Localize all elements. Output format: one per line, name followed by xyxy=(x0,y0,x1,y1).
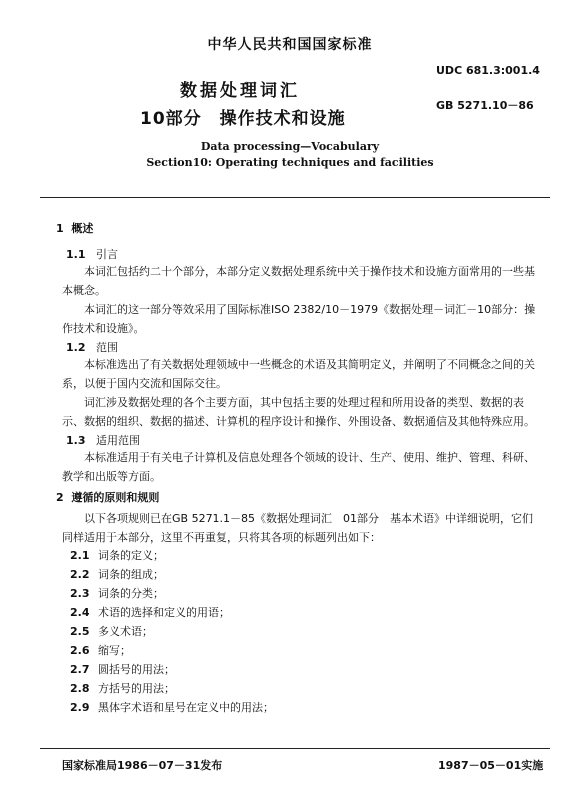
paragraph-intro-2: 本词汇的这一部分等效采用了国际标准ISO 2382/10－1979《数据处理－词汇－10部分：操作技术和设施》。 xyxy=(62,303,536,335)
list-item xyxy=(70,663,175,677)
udc-code: UDC 681.3:001.4 xyxy=(436,64,540,77)
list-item xyxy=(70,606,230,620)
standard-org-header: 中华人民共和国国家标准 xyxy=(207,37,373,53)
rule-number: 2.8 xyxy=(70,682,90,695)
section-number: 1.3 xyxy=(66,434,86,447)
section-title: 范围 xyxy=(96,341,118,354)
paragraph-rules-intro: 以下各项规则已在GB 5271.1－85《数据处理词汇 01部分 基本术语》中详细说明，它们同样适用于本部分，这里不再重复，只将其各项的标题列出如下： xyxy=(62,512,534,544)
section-title: 概述 xyxy=(71,222,94,235)
section-1-2-heading xyxy=(66,341,118,355)
rule-text: 多义术语； xyxy=(98,625,153,638)
list-item xyxy=(70,625,153,639)
section-number: 2 xyxy=(56,491,64,504)
paragraph-scope-2: 词汇涉及数据处理的各个主要方面，其中包括主要的处理过程和所用设备的类型、数据的表示、数据的组织、数据的描述、计算机的程序设计和操作、外围设备、数据通信及其他特殊应用。 xyxy=(62,396,535,428)
rule-number: 2.1 xyxy=(70,549,90,562)
list-item xyxy=(70,549,164,563)
section-title: 适用范围 xyxy=(96,434,140,447)
issue-date: 国家标准局1986－07－31发布 xyxy=(62,759,223,772)
section-number: 1.2 xyxy=(66,341,86,354)
footer-rule xyxy=(40,748,550,749)
rule-number: 2.5 xyxy=(70,625,90,638)
rule-number: 2.3 xyxy=(70,587,90,600)
paragraph-applicability: 本标准适用于有关电子计算机及信息处理各个领域的设计、生产、使用、维护、管理、科研、教学和出版等方面。 xyxy=(62,451,535,483)
section-1-3-heading xyxy=(66,434,140,448)
rule-text: 方括号的用法； xyxy=(98,682,175,695)
rule-number: 2.9 xyxy=(70,701,90,714)
rule-number: 2.7 xyxy=(70,663,90,676)
list-item xyxy=(70,682,175,696)
paragraph-intro-1: 本词汇包括约二十个部分，本部分定义数据处理系统中关于操作技术和设施方面常用的一些基本概念。 xyxy=(62,265,535,297)
section-1-heading xyxy=(56,222,93,236)
rule-text: 黑体字术语和星号在定义中的用法； xyxy=(98,701,274,714)
rule-text: 词条的分类； xyxy=(98,587,164,600)
rule-text: 术语的选择和定义的用语； xyxy=(98,606,230,619)
section-2-heading xyxy=(56,491,159,505)
rule-number: 2.2 xyxy=(70,568,90,581)
list-item xyxy=(70,587,164,601)
section-1-1-heading xyxy=(66,248,118,262)
list-item xyxy=(70,568,164,582)
list-item xyxy=(70,701,274,715)
gb-number: GB 5271.10－86 xyxy=(436,99,534,112)
rule-text: 缩写； xyxy=(98,644,131,657)
header-rule xyxy=(40,197,550,198)
title-cn-line-1: 数据处理词汇 xyxy=(180,81,300,101)
section-title: 引言 xyxy=(96,248,118,261)
title-en-line-1: Data processing—Vocabulary xyxy=(200,140,380,153)
rule-number: 2.6 xyxy=(70,644,90,657)
rule-text: 圆括号的用法； xyxy=(98,663,175,676)
effective-date: 1987－05－01实施 xyxy=(438,759,544,772)
title-cn-line-2: 10部分 操作技术和设施 xyxy=(140,109,346,129)
rule-number: 2.4 xyxy=(70,606,90,619)
paragraph-scope-1: 本标准选出了有关数据处理领域中一些概念的术语及其简明定义，并阐明了不同概念之间的关系，以便于国内交流和国际交往。 xyxy=(62,358,535,390)
list-item xyxy=(70,644,131,658)
rule-text: 词条的定义； xyxy=(98,549,164,562)
section-number: 1.1 xyxy=(66,248,86,261)
title-en-line-2: Section10: Operating techniques and facilities xyxy=(146,156,434,169)
rule-text: 词条的组成； xyxy=(98,568,164,581)
section-number: 1 xyxy=(56,222,64,235)
section-title: 遵循的原则和规则 xyxy=(71,491,160,504)
